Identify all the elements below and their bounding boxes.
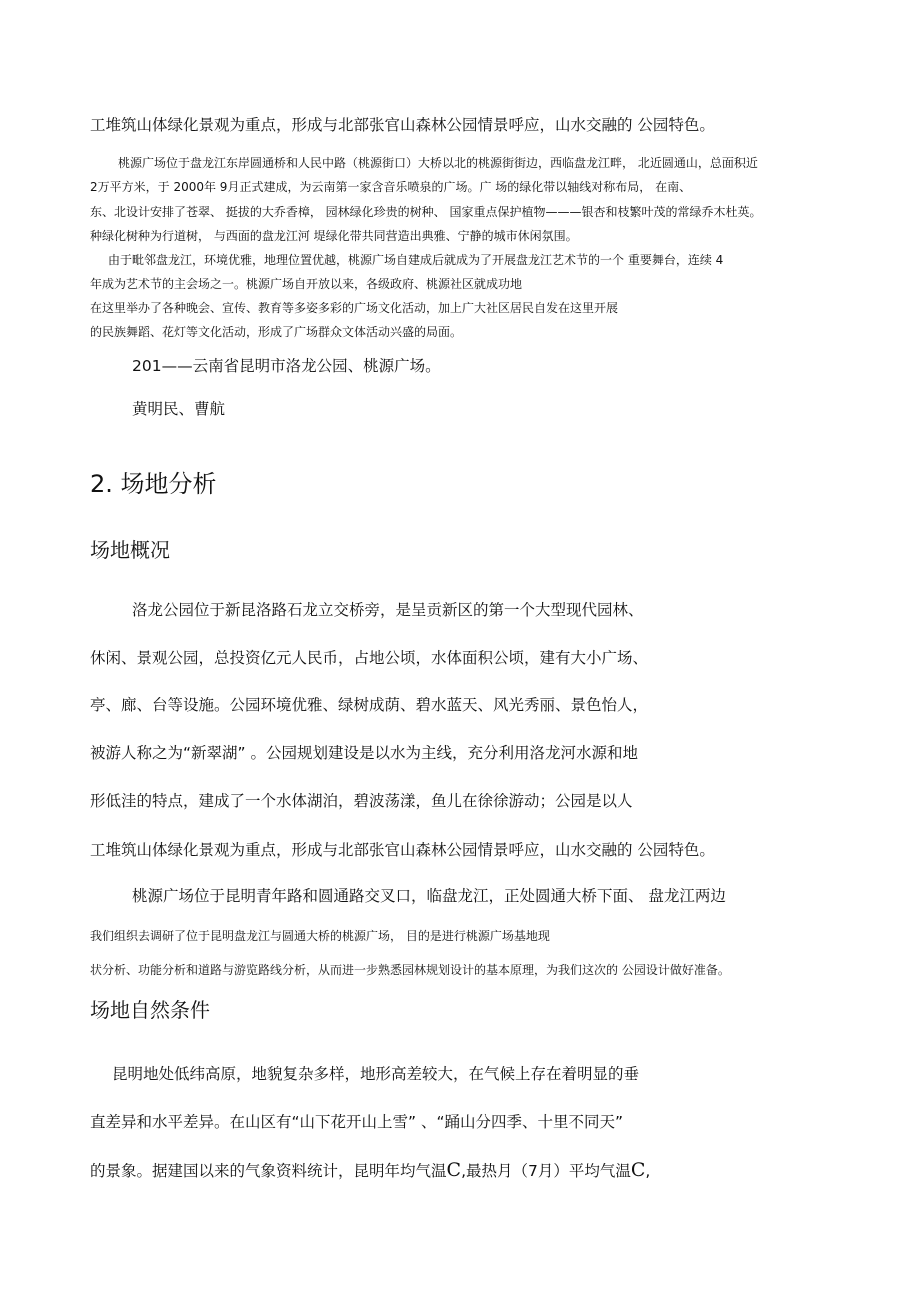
text-segment: , bbox=[645, 1162, 651, 1180]
paragraph-line: 被游人称之为“新翠湖” 。公园规划建设是以水为主线，充分利用洛龙河水源和地 bbox=[90, 744, 638, 762]
section-heading: 2. 场地分析 bbox=[90, 470, 217, 498]
subsection-heading: 场地自然条件 bbox=[90, 998, 210, 1022]
text-segment: 的景象。据建国以来的气象资料统计，昆明年均气温 bbox=[90, 1162, 447, 1180]
paragraph-line: 的民族舞蹈、花灯等文化活动，形成了广场群众文体活动兴盛的局面。 bbox=[90, 325, 463, 339]
paragraph-line: 由于毗邻盘龙江，环境优雅，地理位置优越，桃源广场自建成后就成为了开展盘龙江艺术节的一个 重要舞台，连续 4 bbox=[108, 253, 724, 267]
paragraph-line: 亭、廊、台等设施。公园环境优雅、绿树成荫、碧水蓝天、风光秀丽、景色怡人， bbox=[90, 696, 649, 714]
text-segment: ,最热月（7月）平均气温 bbox=[461, 1162, 631, 1180]
paragraph-line: 在这里举办了各种晚会、宣传、教育等多姿多彩的广场文化活动，加上广大社区居民自发在这里开展 bbox=[90, 301, 619, 315]
paragraph-line: 休闲、景观公园，总投资亿元人民币，占地公顷，水体面积公顷，建有大小广场、 bbox=[90, 649, 649, 667]
paragraph-line: 直差异和水平差异。在山区有“山下花开山上雪” 、“踊山分四季、十里不同天” bbox=[90, 1113, 624, 1131]
paragraph-line: 形低洼的特点，建成了一个水体湖泊，碧波荡漾，鱼儿在徐徐游动；公园是以人 bbox=[90, 792, 633, 810]
intro-line: 工堆筑山体绿化景观为重点，形成与北部张官山森林公园情景呼应，山水交融的 公园特色。 bbox=[90, 116, 715, 134]
paragraph-line: 桃源广场位于盘龙江东岸圆通桥和人民中路（桃源街口）大桥以北的桃源街街边，西临盘龙江畔， 北近圆通山，总面积近 bbox=[118, 156, 758, 170]
paragraph-line: 工堆筑山体绿化景观为重点，形成与北部张官山森林公园情景呼应，山水交融的 公园特色。 bbox=[90, 841, 715, 859]
paragraph-line: 昆明地处低纬高原，地貌复杂多样，地形高差较大，在气候上存在着明显的垂 bbox=[112, 1065, 640, 1083]
celsius-symbol: C bbox=[446, 1159, 462, 1181]
subsection-heading: 场地概况 bbox=[90, 538, 170, 562]
paragraph-line: 洛龙公园位于新昆洛路石龙立交桥旁，是呈贡新区的第一个大型现代园林、 bbox=[132, 601, 644, 619]
paragraph-line: 2万平方米，于 2000年 9月正式建成，为云南第一家含音乐喷泉的广场。广 场的绿化带以轴线对称布局， 在南、 bbox=[90, 180, 692, 194]
paragraph-line: 年成为艺术节的主会场之一。桃源广场自开放以来，各级政府、桃源社区就成功地 bbox=[90, 277, 523, 291]
paragraph-line: 东、北设计安排了苍翠、 挺拔的大乔香樟， 园林绿化珍贵的树种、 国家重点保护植物———银杏和枝繁叶茂的常绿乔木杜英。 bbox=[90, 205, 762, 219]
authors-line: 黄明民、曹航 bbox=[132, 400, 226, 418]
paragraph-line: 种绿化树种为行道树， 与西面的盘龙江河 堤绿化带共同营造出典雅、宁静的城市休闲氛围。 bbox=[90, 229, 578, 243]
paragraph-line: 我们组织去调研了位于昆明盘龙江与圆通大桥的桃源广场， 目的是进行桃源广场基地现 bbox=[90, 929, 550, 943]
paragraph-line bbox=[90, 1161, 650, 1180]
location-line: 201——云南省昆明市洛龙公园、桃源广场。 bbox=[132, 357, 441, 375]
paragraph-line: 桃源广场位于昆明青年路和圆通路交叉口，临盘龙江，正处圆通大桥下面、 盘龙江两边 bbox=[132, 887, 726, 905]
paragraph-line: 状分析、功能分析和道路与游览路线分析，从而进一步熟悉园林规划设计的基本原理，为我们这次的 公园设计做好准备。 bbox=[90, 963, 730, 977]
celsius-symbol: C bbox=[630, 1159, 646, 1181]
